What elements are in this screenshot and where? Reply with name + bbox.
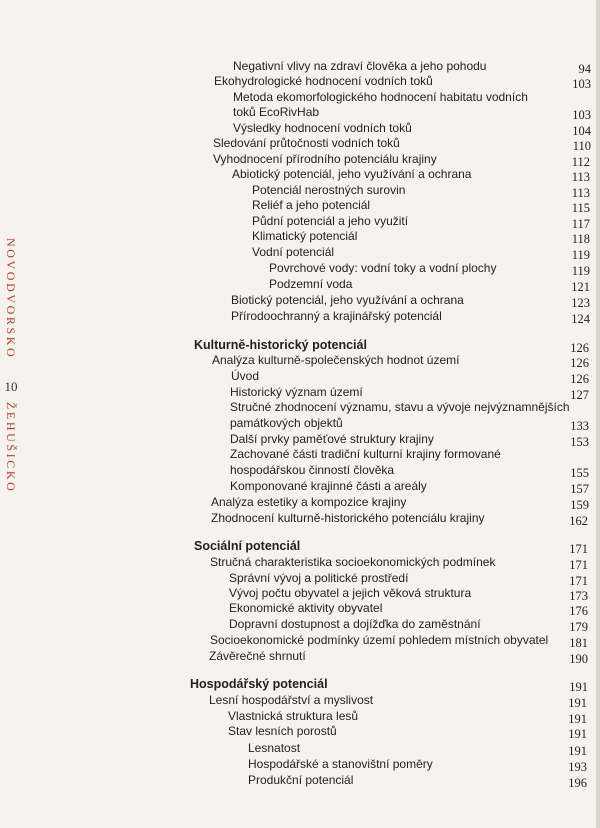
toc-entry: Dopravní dostupnost a dojížďka do zaměstnání — [229, 617, 481, 631]
toc-entry: Analýza estetiky a kompozice krajiny — [211, 495, 407, 509]
toc-page-number: 190 — [569, 652, 588, 666]
toc-entry: Negativní vlivy na zdraví člověka a jeho pohodu — [233, 59, 487, 73]
toc-entry: Další prvky paměťové struktury krajiny — [230, 432, 434, 446]
toc-entry: Stručná charakteristika socioekonomických podmínek — [210, 555, 496, 569]
toc-page-number: 171 — [569, 542, 588, 556]
vertical-title-left: NOVODVORSKO — [4, 238, 18, 360]
toc-page-number: 153 — [570, 435, 589, 449]
toc-entry: Socioekonomické podmínky území pohledem místních obyvatel — [210, 633, 549, 647]
toc-entry: Povrchové vody: vodní toky a vodní plochy — [269, 261, 497, 275]
toc-entry: Metoda ekomorfologického hodnocení habitatu vodních — [233, 90, 528, 104]
toc-entry: památkových objektů — [230, 416, 343, 430]
toc-page-number: 127 — [570, 388, 589, 402]
toc-page-number: 115 — [571, 201, 590, 215]
toc-page-number: 191 — [568, 744, 587, 758]
toc-page-number: 133 — [570, 419, 589, 433]
toc-page-number: 103 — [572, 108, 591, 122]
toc-entry: Produkční potenciál — [248, 773, 354, 787]
toc-page-number: 126 — [570, 356, 589, 370]
toc-entry: Komponované krajinné části a areály — [230, 479, 427, 493]
toc-entry: Zhodnocení kulturně-historického potenciálu krajiny — [211, 511, 485, 525]
toc-page-number: 103 — [572, 77, 591, 91]
toc-page-number: 193 — [568, 760, 587, 774]
toc-page-number: 176 — [569, 604, 588, 618]
toc-entry: Klimatický potenciál — [252, 229, 358, 243]
toc-entry: Stav lesních porostů — [228, 724, 337, 738]
toc-page-number: 191 — [568, 696, 587, 710]
toc-entry: Půdní potenciál a jeho využití — [252, 214, 409, 228]
toc-page-number: 110 — [572, 139, 591, 153]
toc-section-heading: Sociální potenciál — [194, 539, 301, 553]
toc-entry: Potenciál nerostných surovin — [252, 183, 406, 197]
toc-entry: Stručné zhodnocení významu, stavu a vývoje nejvýznamnějších — [230, 400, 570, 414]
toc-page-number: 191 — [569, 680, 588, 694]
toc-section-heading: Kulturně-historický potenciál — [194, 338, 367, 352]
toc-entry: Abiotický potenciál, jeho využívání a ochrana — [232, 167, 472, 181]
toc-entry: toků EcoRivHab — [233, 105, 320, 119]
toc-entry: Sledování průtočnosti vodních toků — [213, 136, 400, 150]
toc-page-number: 191 — [568, 712, 587, 726]
toc-page-number: 159 — [570, 498, 589, 512]
toc-entry: Lesnatost — [248, 741, 301, 755]
toc-entry: Vyhodnocení přírodního potenciálu krajiny — [213, 152, 437, 166]
toc-entry: Úvod — [231, 369, 260, 383]
toc-page-number: 191 — [568, 727, 587, 741]
toc-page-number: 179 — [569, 620, 588, 634]
toc-entry: Vlastnická struktura lesů — [228, 709, 359, 723]
toc-entry: Vodní potenciál — [252, 245, 335, 259]
toc-page-number: 181 — [569, 636, 588, 650]
toc-entry: Historický význam území — [230, 385, 363, 399]
toc-entry: Lesní hospodářství a myslivost — [209, 693, 374, 707]
toc-page-number: 117 — [571, 217, 590, 231]
toc-page-number: 118 — [571, 232, 590, 246]
toc-page-number: 124 — [571, 312, 590, 326]
toc-entry: Ekonomické aktivity obyvatel — [229, 601, 383, 615]
toc-page-number: 126 — [570, 372, 589, 386]
toc-page-number: 119 — [571, 248, 590, 262]
toc-entry: Ekohydrologické hodnocení vodních toků — [214, 74, 433, 88]
toc-page-number: 171 — [569, 558, 588, 572]
toc-page-number: 157 — [570, 482, 589, 496]
toc-page-number: 123 — [571, 296, 590, 310]
toc-entry: Zachované části tradiční kulturní krajiny formované — [230, 447, 501, 461]
toc-entry: hospodářskou činností člověka — [230, 463, 395, 477]
toc-page-number: 126 — [570, 341, 589, 355]
toc-page-number: 173 — [569, 589, 588, 603]
toc-entry: Vývoj počtu obyvatel a jejich věková struktura — [229, 586, 472, 600]
toc-page-number: 113 — [571, 186, 590, 200]
toc-entry: Analýza kulturně-společenských hodnot území — [212, 353, 460, 367]
toc-page-number: 196 — [568, 776, 587, 790]
toc-entry: Výsledky hodnocení vodních toků — [233, 121, 412, 135]
page-number: 10 — [4, 379, 18, 394]
toc-page-number: 119 — [571, 264, 590, 278]
toc-entry: Podzemní voda — [269, 277, 353, 291]
toc-entry: Biotický potenciál, jeho využívání a ochrana — [231, 293, 464, 307]
toc-page-number: 113 — [571, 170, 590, 184]
toc-entry: Závěrečné shrnutí — [209, 649, 306, 663]
toc-page-number: 104 — [572, 124, 591, 138]
vertical-title-right: ŽEHUŠICKO — [4, 402, 18, 494]
toc-entry: Přírodoochranný a krajinářský potenciál — [231, 309, 442, 323]
toc-section-heading: Hospodářský potenciál — [190, 677, 328, 691]
toc-entry: Reliéf a jeho potenciál — [252, 198, 371, 212]
toc-page-number: 162 — [569, 514, 588, 528]
toc-page-number: 155 — [570, 466, 589, 480]
toc-entry: Správní vývoj a politické prostředí — [229, 571, 409, 585]
toc-page-number: 112 — [571, 155, 590, 169]
toc-page-number: 171 — [569, 574, 588, 588]
toc-entry: Hospodářské a stanovištní poměry — [248, 757, 433, 771]
toc-page-number: 121 — [571, 280, 590, 294]
toc-page-number: 94 — [578, 62, 591, 76]
